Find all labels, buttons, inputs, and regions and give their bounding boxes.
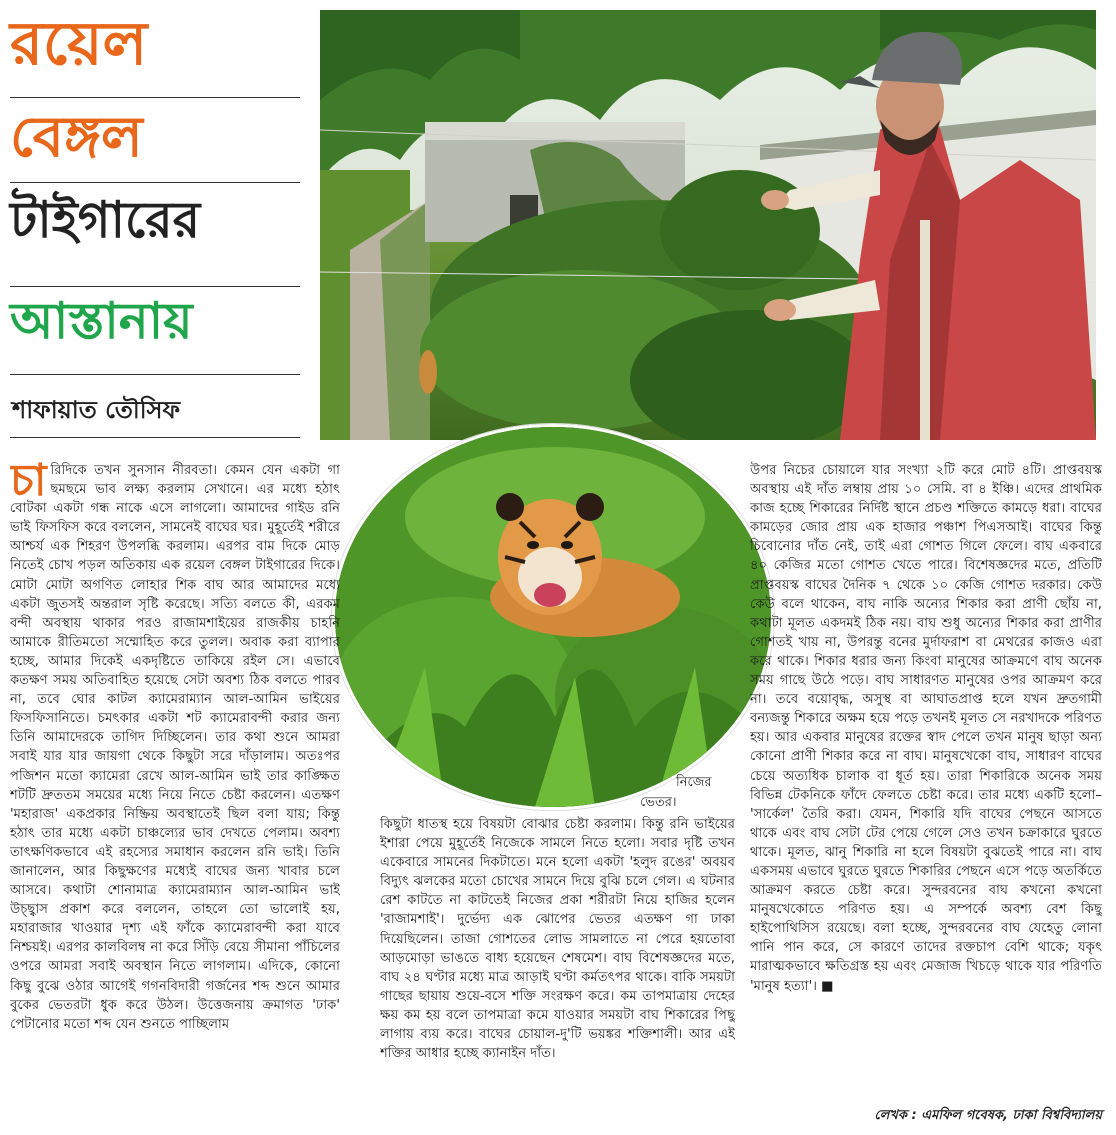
tiger-circle-photo — [332, 424, 774, 810]
headline-line-2: বেঙ্গল — [10, 105, 143, 170]
column-1-text — [10, 461, 340, 1128]
man-pointing-at-enclosure-photo — [320, 10, 1096, 440]
top-photo — [320, 10, 1096, 440]
column-2-text: কিছুটা ধাতস্থ হয়ে বিষয়টা বোঝার চেষ্টা করলাম। কিন্তু রনি ভাইয়ের ইশারা পেয়ে মুহূর্তেই নিজেকে সামলে নিতে হলো। সবার দৃষ্টি তখন একেবারে সামনের দিকটাতে। মনে হলো একটা 'হলুদ রঙের' অবয়ব বিদ্যুৎ ঝলকের মতো চোখের সামনে দিয়ে বুঝি চলে গেল। এ ঘটনার রেশ কাটতে না কাটতেই নিজের প্রকা শরীরটা নিয়ে হাজির হলেন 'রাজামশাই'। দুর্ভেদ্য এক ঝোপের ভেতর এতক্ষণ গা ঢাকা দিয়েছিলেন। তাজা গোশতের লোভ সামলাতে না পেরে হয়তোবা আড়মোড়া ভাঙতে বাধ্য হয়েছেন শেষমেশ। বাঘ বিশেষজ্ঞদের মতে, বাঘ ২৪ ঘণ্টার মধ্যে মাত্র আড়াই ঘণ্টা কর্মতৎপর থাকে। বাকি সময়টা গাছের ছায়ায় শুয়ে-বসে শক্তি সংরক্ষণ করে। কম তাপমাত্রায় দেহের ক্ষয় কম হয় বলে তাপমাত্রা কমে যাওয়ার সময়টা বাঘ শিকারের পিছু লাগায় ব্যয় করে। বাঘের চোয়াল-দু'টি ভয়ঙ্কর শক্তিশালী। আর এই শক্তির আধার হচ্ছে ক্যানাইন দাঁত। — [380, 817, 735, 1062]
headline-line-1: রয়েল — [10, 9, 148, 79]
headline-line-3: টাইগারের — [10, 191, 201, 249]
author-footer: লেখক : এমফিল গবেষক, ঢাকা বিশ্ববিদ্যালয় — [874, 1108, 1102, 1123]
headline-rule-2 — [10, 182, 300, 183]
headline-rule-1 — [10, 97, 300, 98]
column-3-text: উপর নিচের চোয়ালে যার সংখ্যা ২টি করে মোট ৪টি। প্রাপ্তবয়স্ক অবস্থায় এই দাঁত লম্বায় প্রায় ১০ সেমি. বা ৪ ইঞ্চি। এদের প্রাথমিক কাজ হচ্ছে শিকারের নির্দিষ্ট স্থানে প্রচণ্ড শক্তিতে কামড়ে ধরা। বাঘের কামড়ের জোর প্রায় এক হাজার পঞ্চাশ পিএসআই। বাঘের কিন্তু চিবোনোর দাঁত নেই, তাই এরা গোশত গিলে ফেলে। বাঘ একবারে ৪০ কেজির মতো গোশত খেতে পারে। বিশেষজ্ঞদের মতে, প্রতিটি প্রাপ্তবয়স্ক বাঘের দৈনিক ৭ থেকে ১০ কেজি গোশত দরকার। কেউ কেউ বলে থাকেন, বাঘ নাকি অন্যের শিকার করা প্রাণী ছোঁয় না, কথাটা মূলত একদমই ঠিক নয়। বাঘ শুধু অন্যের শিকার করা প্রাণীর গোশতই খায় না, উপরন্তু বনের মুর্দাফরাশ বা মেথরের কাজও এরা করে থাকে। শিকার ধরার জন্য কিংবা মানুষের আক্রমণে বাঘ অনেক সময় গাছে উঠে পড়ে। বাঘ সাধারণত মানুষের ওপর আক্রমণ করে না। তবে বয়োবৃদ্ধ, অসুস্থ বা আঘাতপ্রাপ্ত হলে যখন দ্রুতগামী বন্যজন্তু শিকারে অক্ষম হয়ে পড়ে তখনই মূলত সে নরখাদকে পরিণত হয়। আর একবার মানুষের রক্তের স্বাদ পেলে তখন মানুষ ছাড়া অন্য কোনো প্রাণী শিকার করে না বাঘ। মানুষখেকো বাঘ, সাধারণ বাঘের চেয়ে অত্যধিক চালাক বা ধূর্ত হয়। তারা শিকারিকে অনেক সময় বিভিন্ন টেকনিকে ফাঁদে ফেলতে চেষ্টা করে। তার মধ্যে একটি হলো– 'সার্কেল' তৈরি করা। যেমন, শিকারি যদি বাঘের পেছনে আসতে থাকে এবং বাঘ সেটা টের পেয়ে গেলে সেও তখন চক্রাকারে ঘুরতে থাকে। মূলত, ঝানু শিকারি না হলে বিষয়টা বুঝতেই পারে না। বাঘ একসময় এভাবে ঘুরতে ঘুরতে শিকারির পেছনে এসে পড়ে অতর্কিতে আক্রমণ করতে চেষ্টা করে। সুন্দরবনের বাঘ কখনো কখনো মানুষখেকোতে পরিণত হয়। এ সম্পর্কে অবশ্য বেশ কিছু হাইপোথিসিস রয়েছে। বলা হচ্ছে, সুন্দরবনের বাঘ যেহেতু লোনা পানি পান করে, সে কারণে তাদের রক্তচাপ বেশি থাকে; যকৃৎ মারাত্মকভাবে ক্ষতিগ্রস্ত হয় এবং মেজাজ খিচড়ে থাকে যার পরিণতি 'মানুষ হত্যা'। ■ — [750, 463, 1102, 994]
tiger-in-grass-photo — [335, 427, 771, 807]
column-1-body: রিদিকে তখন সুনসান নীরবতা। কেমন যেন একটা গা ছমছমে ভাব লক্ষ্য করলাম সেখানে। এর মধ্যে হঠাৎ বোটকা একটা গন্ধ নাকে এসে লাগলো। আমাদের গাইড রনি ভাই ফিসফিস করে বললেন, সামনেই বাঘের ঘর। মুহূর্তেই শরীরে আশ্চর্য এক শিহরণ উপলব্ধি করলাম। এরপর বাম দিকে মোড় নিতেই চোখ পড়ল অতিকায় এক রয়েল বেঙ্গল টাইগারের দিকে। মোটা মোটা অগণিত লোহার শিক বাঘ আর আমাদের মধ্যে একটা জুতসই অন্তরাল সৃষ্টি করেছে। সত্যি বলতে কী, এরকম বন্দী অবস্থায় থাকার পরও রাজামশাইয়ের রাজকীয় চাহনি আমাকে রীতিমতো সম্মোহিত করে তুলল। অবাক করা ব্যাপার হচ্ছে, আমার দিকেই একদৃষ্টিতে তাকিয়ে রইল সে। এভাবে কতক্ষণ সময় অতিবাহিত হয়েছে সেটা অবশ্য ঠিক বলতে পারব না, তবে ঘোর কাটল ক্যামেরাম্যান আল-আমিন ভাইয়ের ফিসফিসানিতে। চমৎকার একটা শট ক্যামেরাবন্দী করার জন্য তিনি আমাদেরকে তাগিদ দিচ্ছিলেন। তার কথা শুনে আমরা সবাই যার যার জায়গা থেকে কিছুটা সরে দাঁড়ালাম। অতঃপর পজিশন মতো ক্যামেরা রেখে আল-আমিন ভাই তার কাঙ্ক্ষিত শটটি দ্রুততম সময়ের মধ্যে নিয়ে নিতে চেষ্টা করলেন। এতক্ষণ 'মহারাজ' একপ্রকার নিষ্ক্রিয় অবস্থাতেই ছিল বলা যায়; কিন্তু হঠাৎ তার মধ্যে একটা চাঞ্চল্যের ভাব দেখতে পেলাম। অবশ্য তাৎক্ষণিকভাবে এই রহস্যের সমাধান করলেন রনি ভাই। তিনি জানালেন, আর কিছুক্ষণের মধ্যেই বাঘের জন্য খাবার চলে আসবে। কথাটা শোনামাত্র ক্যামেরাম্যান আল-আমিন ভাই উচ্ছ্বাস প্রকাশ করে বললেন, তাহলে তো ভালোই হয়, মহারাজার খাওয়ার দৃশ্য এই ফাঁকে ক্যামেরাবন্দী করা যাবে নিশ্চয়ই। এরপর কালবিলম্ব না করে সিঁড়ি বেয়ে সীমানা পাঁচিলের ওপরে আমরা সবাই অবস্থান নিতে লাগলাম। এদিকে, কোনো কিছু বুঝে ওঠার আগেই গগনবিদারী গর্জনের শব্দ শুনে আমার বুকের ভেতরটা ধুক করে উঠল। উত্তেজনায় ক্রমাগত 'ঢাক' পেটানোর মতো শব্দ যেন শুনতে পাচ্ছিলাম — [10, 463, 340, 1032]
byline-rule — [10, 437, 300, 438]
headline-rule-4 — [10, 374, 300, 375]
photo-caption-line-1: নিজের — [676, 775, 712, 790]
dropcap: চা — [10, 461, 47, 506]
headline-rule-3 — [10, 286, 300, 287]
byline: শাফায়াত তৌসিফ — [12, 396, 180, 424]
headline-line-4: আস্তানায় — [10, 292, 193, 350]
photo-caption-line-2: ভেতর। — [640, 795, 677, 810]
